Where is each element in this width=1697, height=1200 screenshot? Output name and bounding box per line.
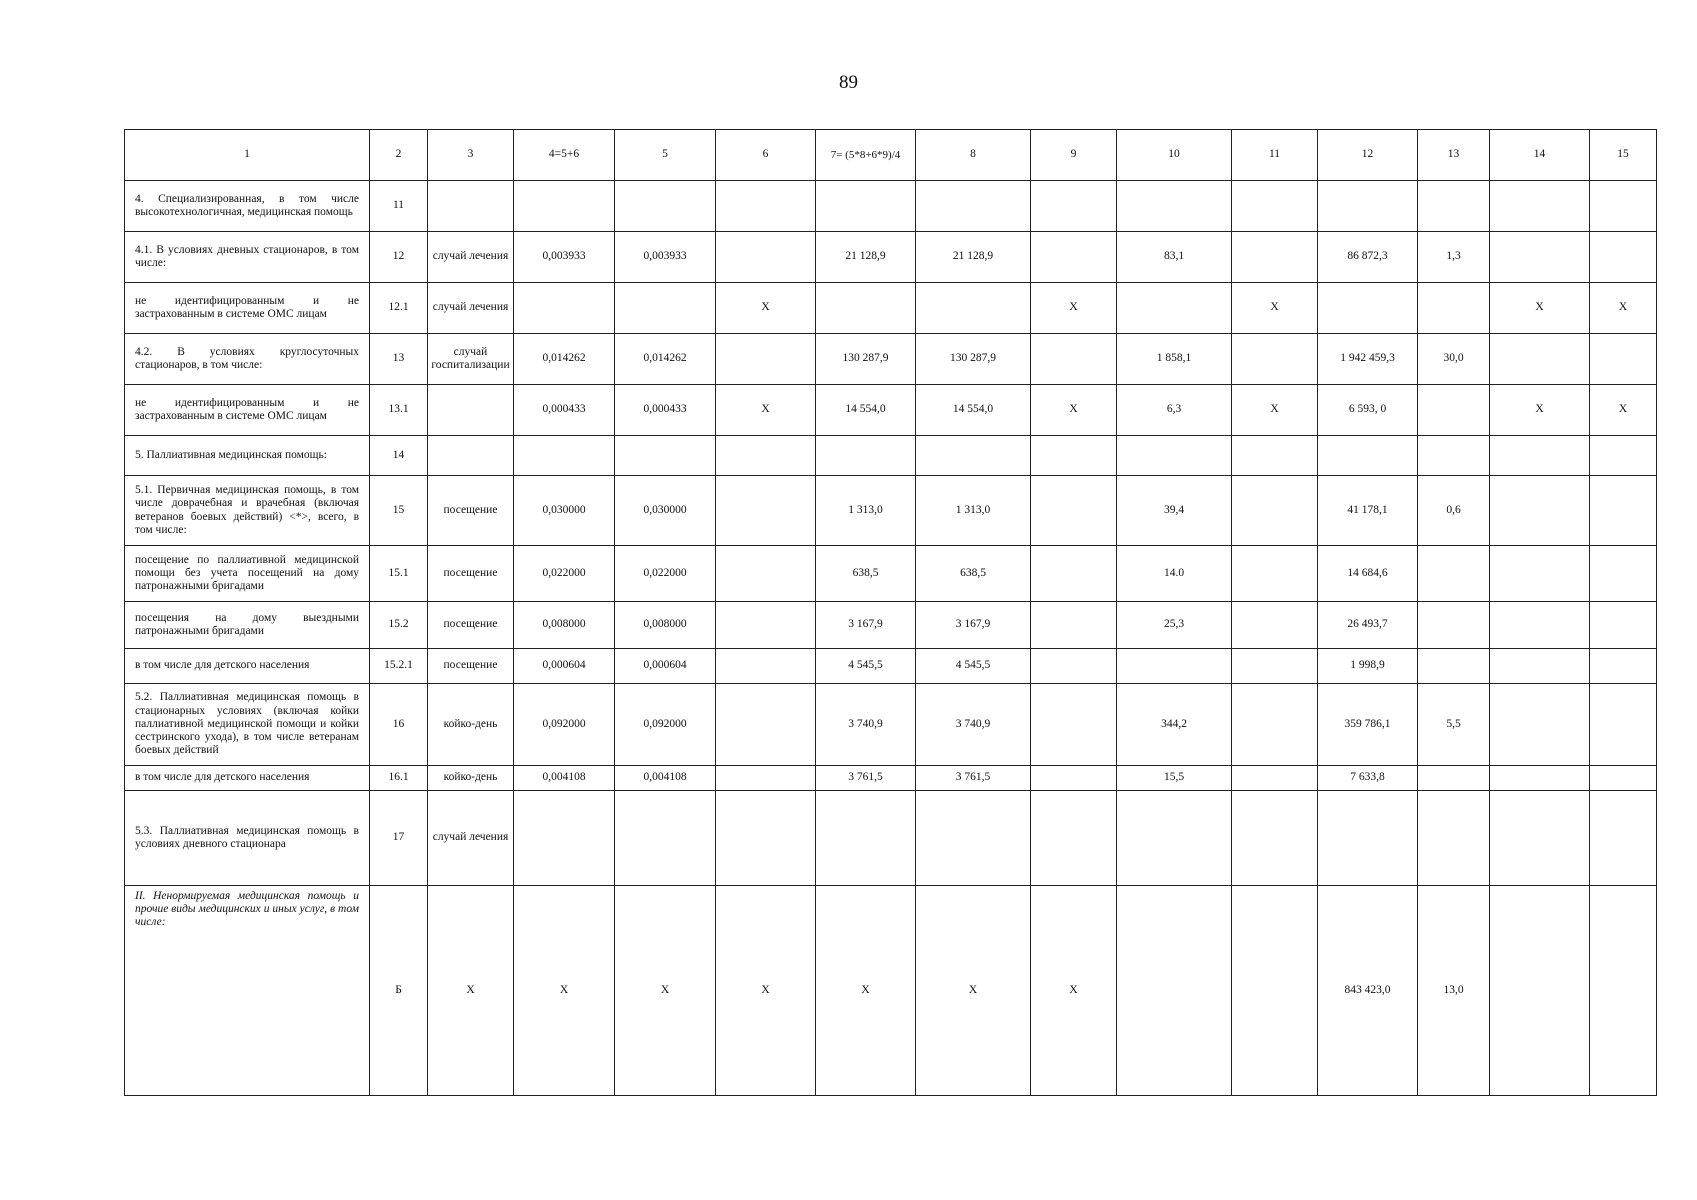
table-cell: 14 bbox=[370, 436, 428, 476]
table-cell: 17 bbox=[370, 791, 428, 886]
table-row bbox=[125, 684, 1657, 766]
table-cell bbox=[1418, 181, 1490, 232]
table-cell bbox=[1418, 436, 1490, 476]
header-cell: 2 bbox=[370, 130, 428, 181]
table-cell bbox=[1232, 791, 1318, 886]
table-cell bbox=[1490, 546, 1590, 602]
table-row bbox=[125, 766, 1657, 791]
table-cell bbox=[1590, 476, 1657, 546]
table-cell: 1 942 459,3 bbox=[1318, 334, 1418, 385]
table-cell bbox=[1490, 791, 1590, 886]
table-cell: 638,5 bbox=[816, 546, 916, 602]
table-cell: случай лечения bbox=[428, 283, 514, 334]
table-cell bbox=[1232, 181, 1318, 232]
table-cell bbox=[428, 436, 514, 476]
table-cell bbox=[916, 181, 1031, 232]
table-cell: случай госпитализации bbox=[428, 334, 514, 385]
table-cell bbox=[1590, 684, 1657, 766]
table-cell: 0,000604 bbox=[514, 649, 615, 684]
table-cell: 0,014262 bbox=[615, 334, 716, 385]
table-row bbox=[125, 649, 1657, 684]
table-cell bbox=[1490, 766, 1590, 791]
header-cell: 14 bbox=[1490, 130, 1590, 181]
table-cell: 130 287,9 bbox=[816, 334, 916, 385]
table-cell: 0,003933 bbox=[514, 232, 615, 283]
table-cell: 21 128,9 bbox=[816, 232, 916, 283]
table-cell: 6,3 bbox=[1117, 385, 1232, 436]
table-cell: X bbox=[1232, 385, 1318, 436]
table-cell bbox=[615, 436, 716, 476]
table-cell bbox=[1031, 684, 1117, 766]
table-cell: X bbox=[1031, 283, 1117, 334]
table-cell bbox=[1232, 436, 1318, 476]
table-cell bbox=[1418, 791, 1490, 886]
table-cell bbox=[1318, 791, 1418, 886]
table-cell bbox=[716, 436, 816, 476]
table-cell: 0,000604 bbox=[615, 649, 716, 684]
table-cell bbox=[428, 181, 514, 232]
table-cell bbox=[716, 334, 816, 385]
table-cell bbox=[1232, 334, 1318, 385]
table-cell: посещение bbox=[428, 649, 514, 684]
table-cell bbox=[1117, 791, 1232, 886]
table-cell: 0,003933 bbox=[615, 232, 716, 283]
table-cell: 86 872,3 bbox=[1318, 232, 1418, 283]
table-cell bbox=[1418, 385, 1490, 436]
table-cell bbox=[1490, 436, 1590, 476]
table-cell: X bbox=[1031, 385, 1117, 436]
table-cell: койко-день bbox=[428, 766, 514, 791]
header-cell: 10 bbox=[1117, 130, 1232, 181]
table-row bbox=[125, 385, 1657, 436]
table-cell: 15,5 bbox=[1117, 766, 1232, 791]
table-cell: 7 633,8 bbox=[1318, 766, 1418, 791]
table-cell: 16.1 bbox=[370, 766, 428, 791]
table-cell: X bbox=[615, 886, 716, 1096]
table-cell: X bbox=[816, 886, 916, 1096]
table-cell: 15.1 bbox=[370, 546, 428, 602]
table-row bbox=[125, 602, 1657, 649]
table-cell bbox=[1490, 476, 1590, 546]
table-cell bbox=[1117, 436, 1232, 476]
table-cell bbox=[1232, 684, 1318, 766]
table-cell bbox=[514, 283, 615, 334]
table-cell bbox=[1232, 886, 1318, 1096]
table-cell bbox=[1590, 334, 1657, 385]
table-cell bbox=[716, 649, 816, 684]
header-cell: 12 bbox=[1318, 130, 1418, 181]
row-name-cell: 5.3. Паллиативная медицинская помощь в условиях дневного стационара bbox=[125, 791, 370, 886]
header-cell: 11 bbox=[1232, 130, 1318, 181]
row-name-cell: посещение по паллиативной медицинской помощи без учета посещений на дому патронажными бригадами bbox=[125, 546, 370, 602]
data-table bbox=[124, 129, 1657, 1096]
table-row bbox=[125, 546, 1657, 602]
table-cell: случай лечения bbox=[428, 791, 514, 886]
table-row bbox=[125, 232, 1657, 283]
row-name-cell: 4. Специализированная, в том числе высокотехнологичная, медицинская помощь bbox=[125, 181, 370, 232]
table-cell bbox=[1117, 886, 1232, 1096]
table-cell: 1 313,0 bbox=[916, 476, 1031, 546]
row-name-cell: 4.2. В условиях круглосуточных стационаров, в том числе: bbox=[125, 334, 370, 385]
table-cell bbox=[1418, 602, 1490, 649]
table-cell: 130 287,9 bbox=[916, 334, 1031, 385]
table-cell bbox=[1590, 546, 1657, 602]
table-cell: 0,004108 bbox=[514, 766, 615, 791]
table-cell: 3 740,9 bbox=[916, 684, 1031, 766]
table-cell bbox=[716, 684, 816, 766]
table-cell: 0,030000 bbox=[514, 476, 615, 546]
table-cell: 0,092000 bbox=[514, 684, 615, 766]
row-name-cell: в том числе для детского населения bbox=[125, 649, 370, 684]
table-cell: 83,1 bbox=[1117, 232, 1232, 283]
table-row bbox=[125, 476, 1657, 546]
header-cell: 6 bbox=[716, 130, 816, 181]
table-cell: 1,3 bbox=[1418, 232, 1490, 283]
table-cell: 11 bbox=[370, 181, 428, 232]
table-cell: 4 545,5 bbox=[916, 649, 1031, 684]
table-cell bbox=[716, 546, 816, 602]
header-cell: 8 bbox=[916, 130, 1031, 181]
table-cell bbox=[916, 283, 1031, 334]
table-cell bbox=[1590, 232, 1657, 283]
table-cell: 0,030000 bbox=[615, 476, 716, 546]
table-cell bbox=[615, 791, 716, 886]
row-name-cell: не идентифицированным и не застрахованным в системе ОМС лицам bbox=[125, 385, 370, 436]
table-cell: 1 313,0 bbox=[816, 476, 916, 546]
table-cell: 344,2 bbox=[1117, 684, 1232, 766]
table-cell bbox=[1031, 602, 1117, 649]
table-cell bbox=[1590, 886, 1657, 1096]
page-number: 89 bbox=[839, 72, 858, 93]
table-cell bbox=[716, 181, 816, 232]
table-cell bbox=[916, 436, 1031, 476]
table-cell: 0,092000 bbox=[615, 684, 716, 766]
table-cell bbox=[1418, 283, 1490, 334]
table-cell bbox=[1232, 476, 1318, 546]
table-cell: 0,022000 bbox=[514, 546, 615, 602]
table-cell bbox=[1318, 436, 1418, 476]
table-cell: 14.0 bbox=[1117, 546, 1232, 602]
table-cell bbox=[1590, 602, 1657, 649]
table-cell: X bbox=[1232, 283, 1318, 334]
row-name-cell: 5.1. Первичная медицинская помощь, в том числе доврачебная и врачебная (включая ветеранов боевых действий) <*>, всего, в том числе: bbox=[125, 476, 370, 546]
header-cell: 15 bbox=[1590, 130, 1657, 181]
table-cell: X bbox=[1031, 886, 1117, 1096]
table-cell bbox=[1590, 436, 1657, 476]
table-cell: X bbox=[1590, 385, 1657, 436]
table-cell: Б bbox=[370, 886, 428, 1096]
table-cell bbox=[514, 181, 615, 232]
table-cell bbox=[1590, 791, 1657, 886]
table-cell: 13,0 bbox=[1418, 886, 1490, 1096]
table-cell: 14 554,0 bbox=[816, 385, 916, 436]
table-cell bbox=[1590, 766, 1657, 791]
table-cell bbox=[1490, 886, 1590, 1096]
header-row bbox=[125, 130, 1657, 181]
table-cell bbox=[1490, 684, 1590, 766]
table-cell: X bbox=[1590, 283, 1657, 334]
row-name-cell: в том числе для детского населения bbox=[125, 766, 370, 791]
table-cell: 21 128,9 bbox=[916, 232, 1031, 283]
table-cell: 5,5 bbox=[1418, 684, 1490, 766]
table-cell: 359 786,1 bbox=[1318, 684, 1418, 766]
table-row bbox=[125, 334, 1657, 385]
table-cell: X bbox=[916, 886, 1031, 1096]
table-cell bbox=[1031, 436, 1117, 476]
table-cell bbox=[1418, 546, 1490, 602]
table-cell bbox=[716, 766, 816, 791]
table-cell bbox=[1117, 283, 1232, 334]
table-cell bbox=[1031, 649, 1117, 684]
table-cell: 0,008000 bbox=[514, 602, 615, 649]
table-cell bbox=[1232, 546, 1318, 602]
table-cell: 12.1 bbox=[370, 283, 428, 334]
table-cell: X bbox=[1490, 283, 1590, 334]
table-cell: 1 998,9 bbox=[1318, 649, 1418, 684]
table-cell: 3 167,9 bbox=[816, 602, 916, 649]
header-cell: 1 bbox=[125, 130, 370, 181]
header-cell: 3 bbox=[428, 130, 514, 181]
table-cell: посещение bbox=[428, 546, 514, 602]
table-cell: 3 761,5 bbox=[816, 766, 916, 791]
table-cell bbox=[816, 436, 916, 476]
table-cell bbox=[1031, 232, 1117, 283]
table-cell bbox=[1418, 649, 1490, 684]
table-row bbox=[125, 181, 1657, 232]
table-cell: 26 493,7 bbox=[1318, 602, 1418, 649]
header-cell: 5 bbox=[615, 130, 716, 181]
table-cell bbox=[615, 181, 716, 232]
table-cell bbox=[1232, 649, 1318, 684]
table-cell bbox=[1031, 334, 1117, 385]
table-cell: 13 bbox=[370, 334, 428, 385]
row-name-cell: 5.2. Паллиативная медицинская помощь в стационарных условиях (включая койки паллиативной медицинской помощи и койки сестринского ухода), в том числе ветеранам боевых действий bbox=[125, 684, 370, 766]
table-row bbox=[125, 283, 1657, 334]
table-cell bbox=[916, 791, 1031, 886]
table-cell: 0,014262 bbox=[514, 334, 615, 385]
header-cell: 7= (5*8+6*9)/4 bbox=[816, 130, 916, 181]
table-row bbox=[125, 436, 1657, 476]
table-cell bbox=[1031, 476, 1117, 546]
table-cell bbox=[1490, 232, 1590, 283]
table-cell bbox=[1418, 766, 1490, 791]
table-cell bbox=[716, 232, 816, 283]
table-cell: 14 684,6 bbox=[1318, 546, 1418, 602]
table-cell bbox=[1031, 766, 1117, 791]
table-row bbox=[125, 791, 1657, 886]
table-cell: 1 858,1 bbox=[1117, 334, 1232, 385]
table-cell bbox=[514, 791, 615, 886]
row-name-cell: не идентифицированным и не застрахованным в системе ОМС лицам bbox=[125, 283, 370, 334]
table-cell bbox=[1490, 602, 1590, 649]
table-cell bbox=[428, 385, 514, 436]
table-cell bbox=[1031, 791, 1117, 886]
table-cell: X bbox=[716, 283, 816, 334]
table-cell: 4 545,5 bbox=[816, 649, 916, 684]
table-cell: X bbox=[1490, 385, 1590, 436]
table-cell bbox=[1318, 283, 1418, 334]
table-cell: 0,022000 bbox=[615, 546, 716, 602]
header-cell: 13 bbox=[1418, 130, 1490, 181]
table-cell: X bbox=[514, 886, 615, 1096]
table-cell: X bbox=[716, 385, 816, 436]
table-cell: 0,004108 bbox=[615, 766, 716, 791]
table-cell: 15.2.1 bbox=[370, 649, 428, 684]
table-cell: 3 167,9 bbox=[916, 602, 1031, 649]
table-cell: 3 761,5 bbox=[916, 766, 1031, 791]
table-cell: посещение bbox=[428, 476, 514, 546]
table-cell bbox=[1117, 181, 1232, 232]
table-cell: 0,008000 bbox=[615, 602, 716, 649]
table-cell bbox=[1232, 766, 1318, 791]
table-cell bbox=[816, 791, 916, 886]
table-cell bbox=[716, 791, 816, 886]
table-cell: 15 bbox=[370, 476, 428, 546]
table-cell: 30,0 bbox=[1418, 334, 1490, 385]
table-cell: посещение bbox=[428, 602, 514, 649]
table-cell: 25,3 bbox=[1117, 602, 1232, 649]
row-name-cell: II. Ненормируемая медицинская помощь и прочие виды медицинских и иных услуг, в том числе: bbox=[125, 886, 370, 1096]
table-cell bbox=[816, 181, 916, 232]
table-cell bbox=[1590, 649, 1657, 684]
row-name-cell: 4.1. В условиях дневных стационаров, в том числе: bbox=[125, 232, 370, 283]
table-cell: 0,000433 bbox=[615, 385, 716, 436]
table-cell: 3 740,9 bbox=[816, 684, 916, 766]
table-cell bbox=[615, 283, 716, 334]
table-cell: 39,4 bbox=[1117, 476, 1232, 546]
table-cell: 16 bbox=[370, 684, 428, 766]
table-cell bbox=[716, 602, 816, 649]
table-cell bbox=[1117, 649, 1232, 684]
table-cell bbox=[1590, 181, 1657, 232]
table-cell bbox=[1232, 232, 1318, 283]
table-cell: 6 593, 0 bbox=[1318, 385, 1418, 436]
row-name-cell: посещения на дому выездными патронажными бригадами bbox=[125, 602, 370, 649]
table-cell: 638,5 bbox=[916, 546, 1031, 602]
row-name-cell: 5. Паллиативная медицинская помощь: bbox=[125, 436, 370, 476]
table-cell bbox=[816, 283, 916, 334]
table-cell: 0,000433 bbox=[514, 385, 615, 436]
table-cell bbox=[1031, 546, 1117, 602]
table-cell bbox=[1490, 334, 1590, 385]
table-cell bbox=[716, 476, 816, 546]
table-cell: 0,6 bbox=[1418, 476, 1490, 546]
table-cell: 41 178,1 bbox=[1318, 476, 1418, 546]
table-cell: X bbox=[428, 886, 514, 1096]
table-cell: 12 bbox=[370, 232, 428, 283]
header-cell: 9 bbox=[1031, 130, 1117, 181]
header-cell: 4=5+6 bbox=[514, 130, 615, 181]
table-cell bbox=[1031, 181, 1117, 232]
table-cell: койко-день bbox=[428, 684, 514, 766]
table-cell bbox=[1490, 181, 1590, 232]
table-cell: 15.2 bbox=[370, 602, 428, 649]
table-cell: случай лечения bbox=[428, 232, 514, 283]
table-cell bbox=[514, 436, 615, 476]
table-row bbox=[125, 886, 1657, 1096]
table-cell: 14 554,0 bbox=[916, 385, 1031, 436]
table-cell: 13.1 bbox=[370, 385, 428, 436]
table-cell bbox=[1490, 649, 1590, 684]
table-cell: X bbox=[716, 886, 816, 1096]
table-cell: 843 423,0 bbox=[1318, 886, 1418, 1096]
table-cell bbox=[1232, 602, 1318, 649]
table-cell bbox=[1318, 181, 1418, 232]
